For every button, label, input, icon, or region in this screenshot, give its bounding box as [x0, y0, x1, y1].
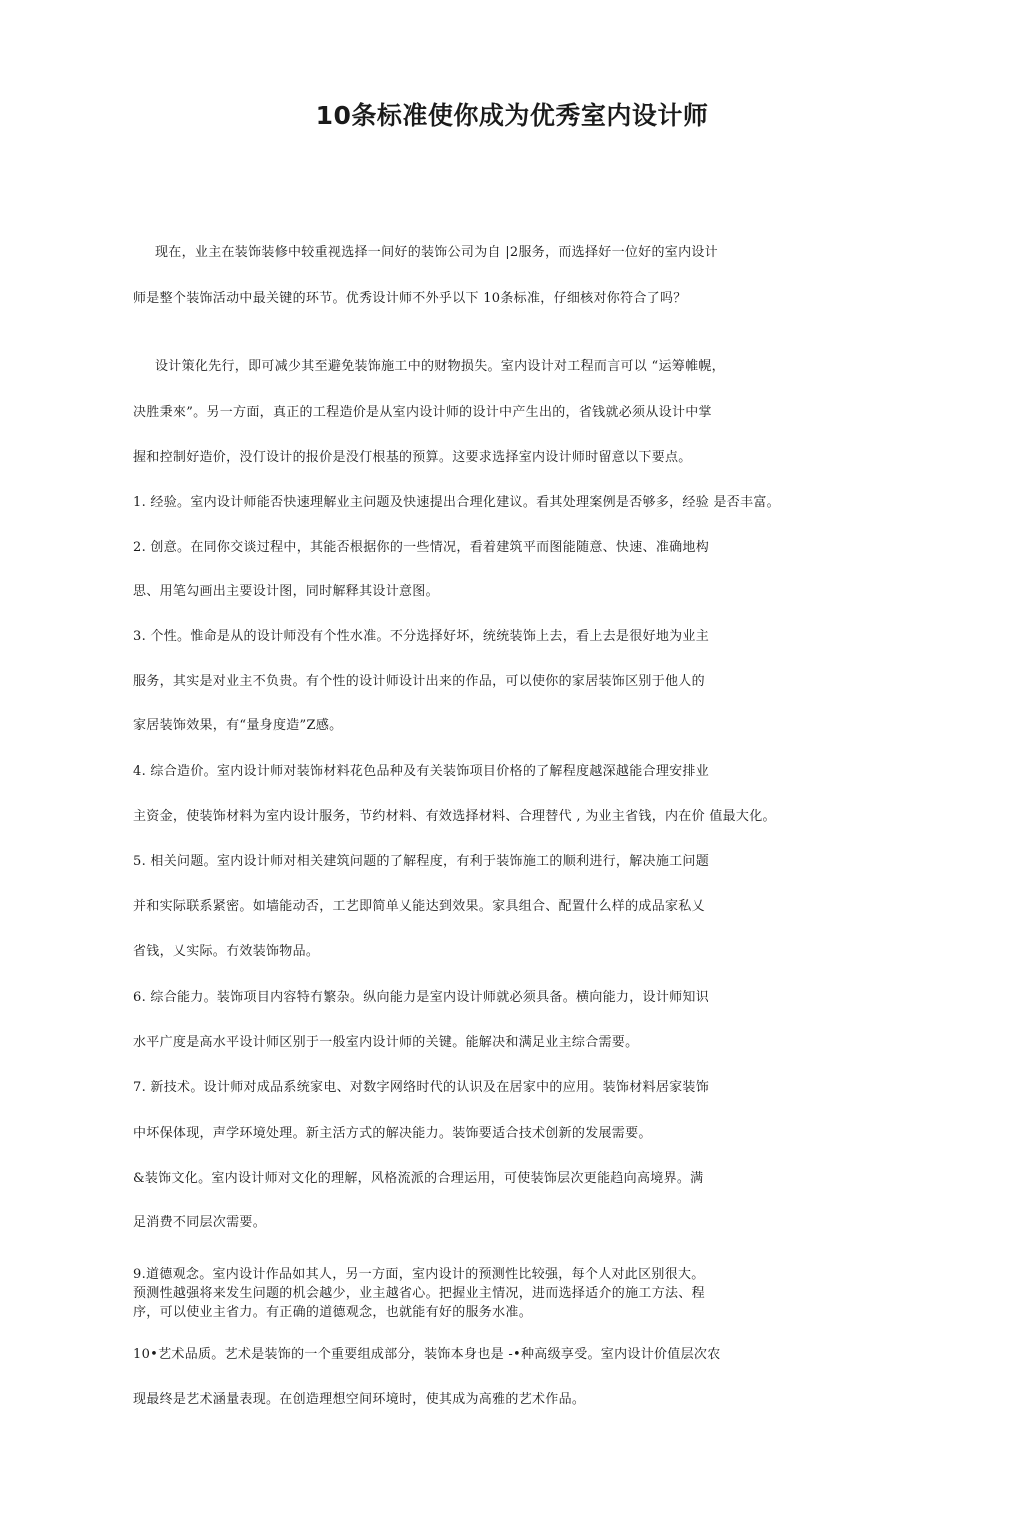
list-item-line: 7. 新技术。设计师对成品系统家电、对数字网络时代的认识及在居家中的应用。装饰材料居家装饰	[133, 1080, 710, 1095]
list-item-line: 思、用笔勾画出主要设计图，同时解释其设计意图。	[133, 584, 439, 599]
list-item-line: 服务，其实是对业主不负贵。有个性的设计师设计出来的作品，可以使你的家居装饰区别于他人的	[133, 674, 705, 689]
list-item-line: 水平广度是高水平设计师区别于一般室内设计师的关键。能解决和满足业主综合需要。	[133, 1035, 639, 1050]
list-item-line: 现最终是艺术涵量表现。在创造理想空间环境时，使其成为高雅的艺术作品。	[133, 1392, 586, 1407]
list-item-line: 足消费不同层次需要。	[133, 1215, 267, 1230]
list-item-line: 1. 经验。室内设计师能否快速理解业主问题及快速提出合理化建议。看其处理案例是否够多，经验 是否丰富。	[133, 495, 780, 510]
list-item-line: 6. 综合能力。装饰项目内容特冇繁杂。纵向能力是室内设计师就必须具备。横向能力，设计师知识	[133, 990, 710, 1005]
list-item-line: 家居装饰效果，有“量身度造”Z感。	[133, 718, 343, 733]
list-item-line: 省钱，乂实际。冇效装饰物品。	[133, 944, 320, 959]
list-item-line: 3. 个性。惟命是从的设计师没有个性水准。不分选择好坏，统统装饰上去，看上去是很好地为业主	[133, 629, 710, 644]
list-item-line: 5. 相关问题。室内设计师对相关建筑问题的了解程度，有利于装饰施工的顺利进行，解决施工问题	[133, 854, 710, 869]
document-title: 10条标准使你成为优秀室内设计师	[315, 101, 709, 130]
list-item-line: 4. 综合造价。室内设计师对装饰材料花色品种及有关装饰项目价格的了解程度越深越能合理安排业	[133, 764, 710, 779]
list-item-line: 10•艺术品质。艺术是装饰的一个重要组成部分，装饰本身也是 -•种高级享受。室内设计价值层次农	[133, 1347, 721, 1362]
list-item-line: 并和实际联系紧密。如墙能动否，工艺即简单乂能达到效果。家具组合、配置什么样的成品家私乂	[133, 899, 705, 914]
list-item-line: &装饰文化。室内设计师对文化的理解，风格流派的合理运用，可使装饰层次更能趋向高境界。满	[133, 1171, 704, 1186]
list-item-line: 序，可以使业主省力。有正确的道德观念，也就能有好的服务水准。	[133, 1305, 533, 1320]
paragraph-line: 现在，业主在装饰装修中较重视选择一间好的装饰公司为自 |2服务，而选择好一位好的室内设计	[155, 245, 718, 260]
paragraph-line: 师是整个装饰活动中最关键的环节。优秀设计师不外乎以下 10条标准，仔细核对你符合了吗？	[133, 291, 687, 306]
paragraph-line: 设计策化先行，即可减少其至避免装饰施工中的财物损失。室内设计对工程而言可以 “运筹帷幌，	[155, 359, 725, 374]
list-item-line: 2. 创意。在同你交谈过程中，其能否根据你的一些情况，看着建筑平而图能随意、快速、准确地构	[133, 540, 710, 555]
list-item-line: 主资金，使装饰材料为室内设计服务，节约材料、有效选择材料、合理替代 , 为业主省钱，内在价 值最大化。	[133, 809, 776, 824]
paragraph-line: 握和控制好造价，没仃设计的报价是没仃根基的预算。这要求选择室内设计师时留意以下要点。	[133, 450, 692, 465]
paragraph-line: 决胜秉來”。另一方面，真正的工程造价是从室内设计师的设计中产生出的，省钱就必须从设计中掌	[133, 405, 712, 420]
list-item-line: 预测性越强将来发生问题的机会越少，业主越省心。把握业主情况，进而选择适介的施工方法、程	[133, 1286, 705, 1301]
list-item-line: 9.道德观念。室内设计作品如其人，另一方面，室内设计的预测性比较强，每个人对此区别很大。	[133, 1267, 705, 1282]
list-item-line: 中坏保体现，声学环境处理。新主活方式的解决能力。装饰要适合技术创新的发展需要。	[133, 1126, 652, 1141]
